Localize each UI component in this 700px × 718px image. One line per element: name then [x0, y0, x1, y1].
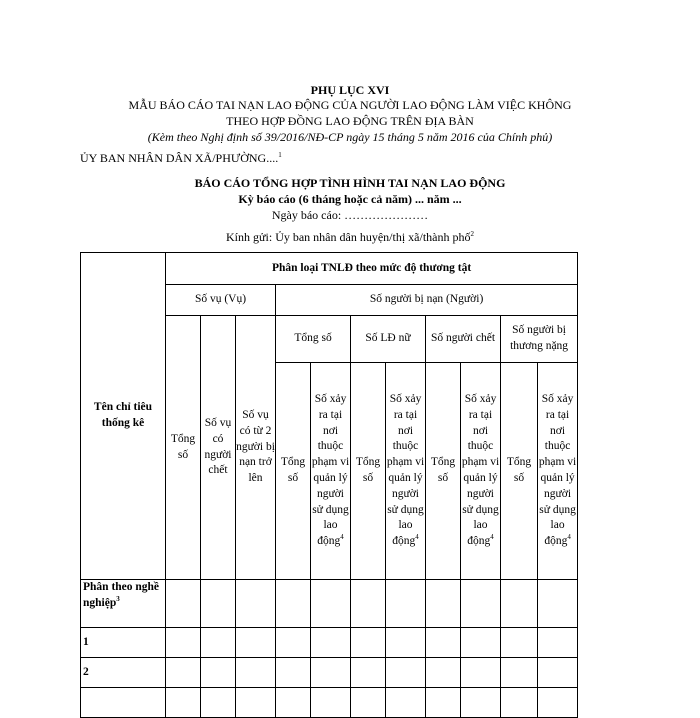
row-label: 2	[81, 658, 166, 688]
form-title-line2: THEO HỢP ĐỒNG LAO ĐỘNG TRÊN ĐỊA BÀN	[226, 114, 474, 128]
footnote-ref-1: 1	[278, 151, 282, 159]
appendix-title: PHỤ LỤC XVI	[310, 83, 390, 97]
report-title: BÁO CÁO TỔNG HỢP TÌNH HÌNH TAI NẠN LAO ĐỘNG	[194, 176, 506, 190]
committee-line	[80, 151, 282, 166]
form-title-line1: MẪU BÁO CÁO TAI NẠN LAO ĐỘNG CỦA NGƯỜI LAO ĐỘNG LÀM VIỆC KHÔNG	[128, 98, 572, 112]
recipient-line	[0, 230, 700, 245]
footnote-ref-2: 2	[470, 230, 474, 238]
table-row	[81, 688, 578, 718]
table-row	[81, 628, 578, 658]
cases-col-multi-victim: Số vụ có từ 2 người bị nạn trở lên	[236, 316, 276, 580]
table-row	[81, 658, 578, 688]
sub-total-1: Tổng số	[276, 363, 311, 580]
row-label: 1	[81, 628, 166, 658]
victims-group-female: Số LĐ nữ	[351, 316, 426, 363]
injury-classification-header: Phân loại TNLĐ theo mức độ thương tật	[166, 253, 578, 285]
committee-text: ỦY BAN NHÂN DÂN XÃ/PHƯỜNG....	[80, 151, 279, 165]
report-period: Kỳ báo cáo (6 tháng hoặc cả năm) ... năm ...	[238, 192, 462, 206]
row-label-occupation: Phân theo nghề nghiệp$^3$	[81, 580, 166, 628]
recipient-text: Kính gửi: Ủy ban nhân dân huyện/thị xã/thành phố	[226, 230, 471, 244]
victims-header: Số người bị nạn (Người)	[276, 285, 578, 316]
sub-location-3: Số xảy ra tại nơi thuộc phạm vi quản lý người sử dụng lao động$^4$	[461, 363, 501, 580]
report-date: Ngày báo cáo: …………………	[271, 208, 429, 222]
victims-group-serious: Số người bị thương nặng	[501, 316, 578, 363]
sub-location-1: Số xảy ra tại nơi thuộc phạm vi quản lý người sử dụng lao động$^4$	[311, 363, 351, 580]
sub-total-2: Tổng số	[351, 363, 386, 580]
cases-col-total: Tổng số	[166, 316, 201, 580]
decree-reference: (Kèm theo Nghị định số 39/2016/NĐ-CP ngày 15 tháng 5 năm 2016 của Chính phủ)	[147, 130, 553, 144]
sub-total-4: Tổng số	[501, 363, 538, 580]
sub-location-2: Số xảy ra tại nơi thuộc phạm vi quản lý người sử dụng lao động$^4$	[386, 363, 426, 580]
row-label	[81, 688, 166, 718]
accident-report-table	[80, 252, 578, 718]
sub-location-4: Số xảy ra tại nơi thuộc phạm vi quản lý người sử dụng lao động$^4$	[538, 363, 578, 580]
cases-header: Số vụ (Vụ)	[166, 285, 276, 316]
sub-total-3: Tổng số	[426, 363, 461, 580]
victims-group-total: Tổng số	[276, 316, 351, 363]
table-row	[81, 580, 578, 628]
victims-group-fatal: Số người chết	[426, 316, 501, 363]
cases-col-fatal: Số vụ có người chết	[201, 316, 236, 580]
stub-header: Tên chỉ tiêu thống kê	[81, 253, 166, 580]
